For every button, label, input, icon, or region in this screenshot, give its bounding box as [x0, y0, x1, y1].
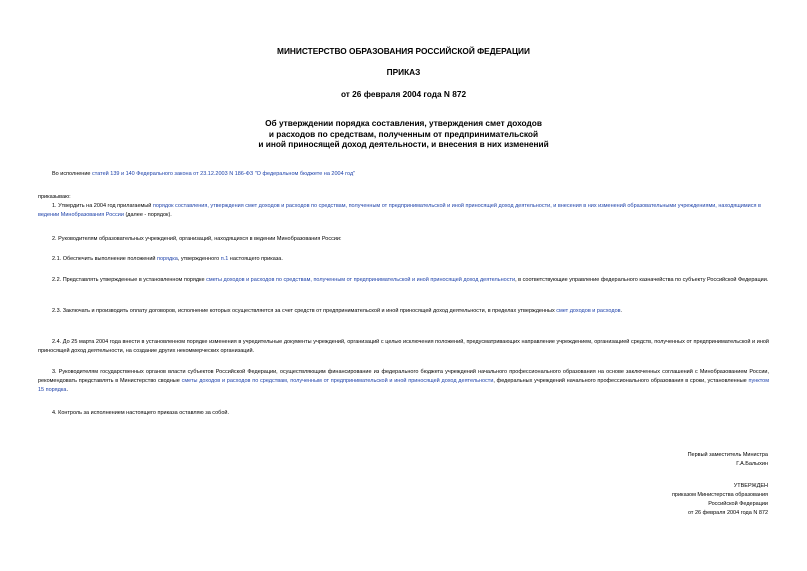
paragraph-2-3-text: 2.3. Заключать и производить оплату договоров, исполнение которых осуществляется за счет средств от предпринимательской и иной приносящей доход деятельности, в пределах утвержденных [52, 308, 557, 314]
paragraph-2-2-text: 2.2. Представлять утвержденные в установленном порядке [52, 277, 207, 283]
title-line: и расходов по средствам, полученным от предпринимательской [268, 128, 539, 139]
paragraph-3-suffix: . [66, 387, 68, 393]
procedure-link[interactable]: порядка [157, 256, 178, 262]
paragraph-2-2-suffix: , в соответствующие управление федерального казначейства по субъекту Российской Федерации. [515, 277, 769, 283]
procedure-link[interactable]: порядок составления, утверждения смет доходов и расходов по средствам, полученным от предпринимательской и иной приносящей доход деятельности, и внесения в них изменений образовательными учреждениями, находящимися в ведении Минобразования России [38, 203, 761, 218]
estimates-link[interactable]: сметы доходов и расходов по средствам, полученным от предпринимательской и иной приносящей доход деятельности [181, 378, 494, 384]
signature-block [688, 451, 768, 469]
paragraph-2-1-suffix: настоящего приказа. [228, 256, 283, 262]
paragraph-2-3-suffix: . [620, 308, 623, 314]
paragraph-3 [38, 368, 769, 395]
paragraph-2-1-mid: , утвержденного [177, 256, 221, 262]
law-link[interactable]: статей 139 и 140 Федерального закона от 23.12.2003 N 186-ФЗ "О федеральном бюджете на 2004 год" [92, 171, 356, 177]
title-line: и иной приносящей доход деятельности, и внесения в них изменений [258, 139, 549, 150]
paragraph-2-3 [38, 307, 769, 316]
paragraph-3-text: 3. Руководителям государственных органов власти субъектов Российской Федерации, осуществляющим финансирование из федерального бюджета учреждений начального профессионального образования на основе заключенных соглашений с Минобразованием России, рекомендовать представлять в Министерство сводные [38, 369, 769, 384]
paragraph-1-suffix: (далее - порядок). [123, 212, 172, 218]
estimates-link[interactable]: сметы доходов и расходов по средствам, полученным от предпринимательской и иной приносящей доход деятельности [206, 277, 516, 283]
signatory-name: Г.А.Балыхин [736, 461, 768, 467]
paragraph-2-1 [52, 255, 768, 264]
intro-paragraph [52, 170, 772, 179]
approval-label: УТВЕРЖДЕН [733, 483, 768, 489]
paragraph-2-2 [38, 276, 769, 285]
paragraph-3-mid: , федеральных учреждений начального профессионального образования в сроки, установленные [493, 378, 749, 384]
ministry-header: МИНИСТЕРСТВО ОБРАЗОВАНИЯ РОССИЙСКОЙ ФЕДЕРАЦИИ [277, 46, 530, 56]
paragraph-2: 2. Руководителям образовательных учреждений, организаций, находящихся в ведении Минобразования России: [52, 236, 342, 242]
paragraph-4: 4. Контроль за исполнением настоящего приказа оставляю за собой. [52, 410, 229, 416]
approval-line: приказом Министерства образования [671, 492, 768, 498]
document-title [0, 118, 807, 150]
intro-text: Во исполнение [52, 171, 92, 177]
title-line: Об утверждении порядка составления, утверждения смет доходов [265, 118, 542, 128]
paragraph-2-4: 2.4. До 25 марта 2004 года внести в установленном порядке изменения в учредительные документы учреждений, организаций с целью исключения положений, предусматривающих направление учреждением, организацией средств, полученных от предпринимательской и иной приносящей доход деятельности, на создание других некоммерческих организаций. [38, 339, 769, 354]
clause-15-link[interactable]: пунктом 15 порядка [38, 378, 770, 393]
document-type: ПРИКАЗ [386, 67, 421, 77]
approval-line: от 26 февраля 2004 года N 872 [687, 510, 768, 516]
paragraph-2-1-text: 2.1. Обеспечить выполнение положений [52, 256, 158, 262]
orders-line: приказываю: [38, 194, 71, 200]
estimates-link[interactable]: смет доходов и расходов [556, 308, 621, 314]
signatory-position: Первый заместитель Министра [687, 452, 768, 458]
paragraph-1 [38, 202, 769, 220]
paragraph-1-text: 1. Утвердить на 2004 год прилагаемый [52, 203, 153, 209]
document-date-number: от 26 февраля 2004 года N 872 [340, 89, 467, 99]
approval-block [672, 482, 768, 518]
approval-line: Российской Федерации [708, 501, 768, 507]
clause-1-link[interactable]: п.1 [220, 256, 229, 262]
